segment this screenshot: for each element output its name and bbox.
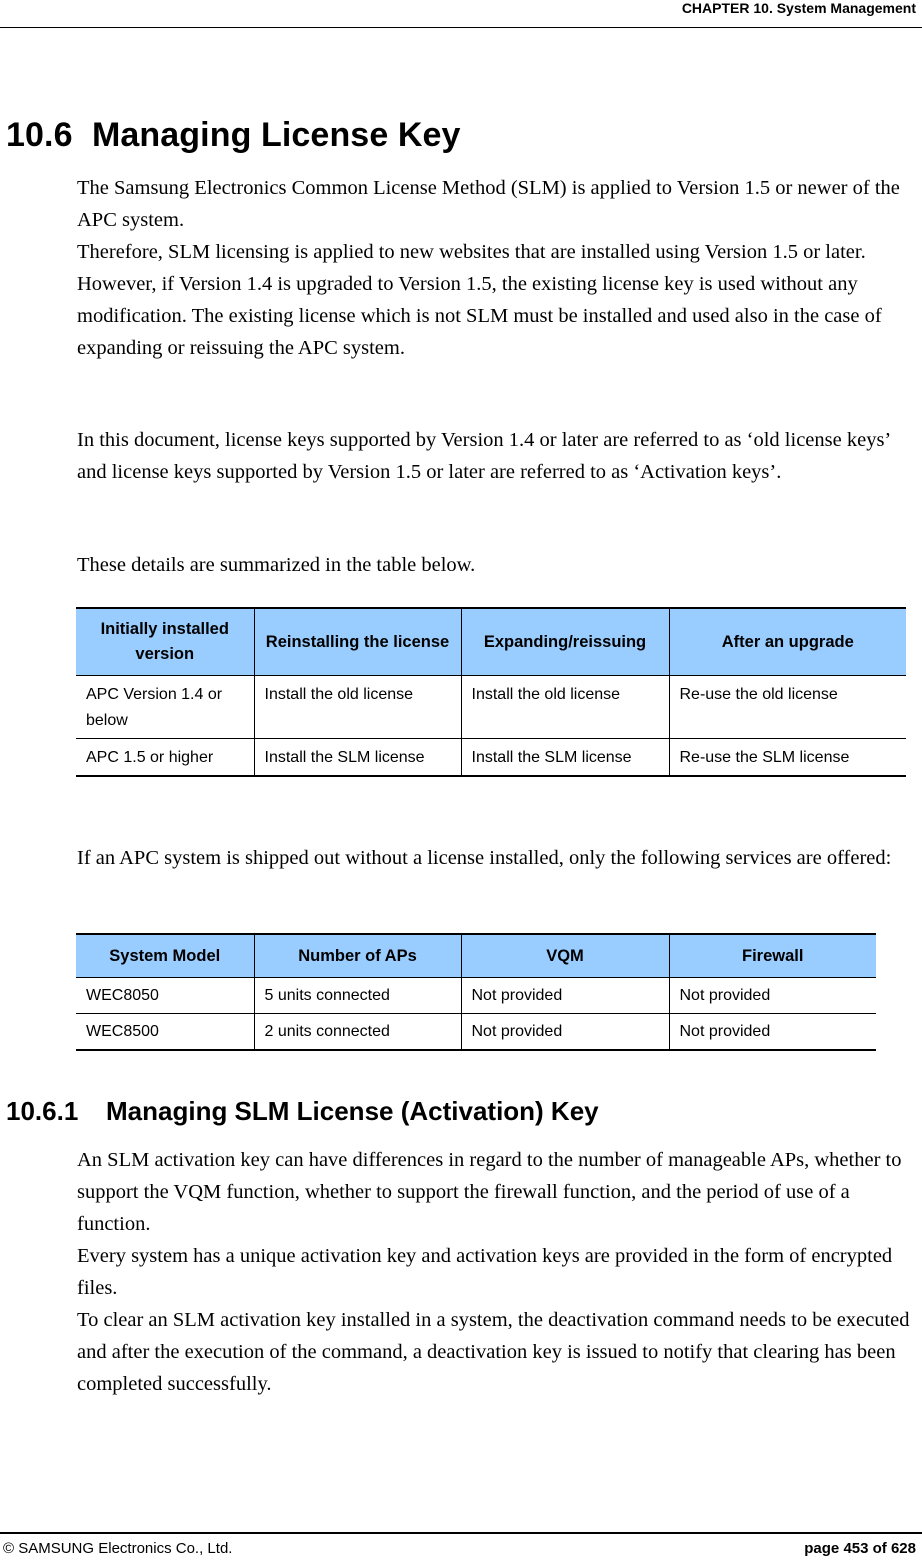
- summary-lead: These details are summarized in the table below.: [77, 554, 476, 576]
- table-row: [76, 739, 906, 777]
- subsection-number: 10.6.1: [6, 1096, 79, 1126]
- table-cell: APC Version 1.4 or below: [76, 676, 254, 739]
- table-cell: Re-use the SLM license: [669, 739, 906, 777]
- table-cell: WEC8050: [76, 978, 254, 1014]
- column-header: Reinstalling the license: [254, 608, 461, 676]
- no-license-block: [77, 842, 917, 874]
- section-heading: [6, 116, 461, 155]
- table-cell: Not provided: [461, 978, 669, 1014]
- subsection-title: Managing SLM License (Activation) Key: [106, 1096, 599, 1126]
- section-title: Managing License Key: [92, 116, 461, 154]
- table-header-row: [76, 934, 876, 978]
- intro-paragraph: However, if Version 1.4 is upgraded to Version 1.5, the existing license key is used without any modification. The existing license which is not SLM must be installed and used also in the case of expanding or reissuing the APC system.: [77, 273, 882, 359]
- column-header: After an upgrade: [669, 608, 906, 676]
- table-cell: Install the SLM license: [461, 739, 669, 777]
- summary-lead-block: [77, 549, 917, 581]
- column-header: Number of APs: [254, 934, 461, 978]
- terminology-block: [77, 424, 917, 488]
- body-paragraph: To clear an SLM activation key installed in a system, the deactivation command needs to be executed and after the execution of the command, a deactivation key is issued to notify that clearing has been completed successfully.: [77, 1309, 910, 1395]
- terminology-paragraph: In this document, license keys supported by Version 1.4 or later are referred to as ‘old license keys’ and license keys supported by Version 1.5 or later are referred to as ‘Activation keys’.: [77, 429, 890, 483]
- table-cell: Not provided: [669, 978, 876, 1014]
- table-row: [76, 1014, 876, 1051]
- column-header: VQM: [461, 934, 669, 978]
- table-cell: Not provided: [669, 1014, 876, 1051]
- table-cell: APC 1.5 or higher: [76, 739, 254, 777]
- subsection-heading: [6, 1096, 599, 1127]
- section-number: 10.6: [6, 116, 73, 154]
- table-cell: 5 units connected: [254, 978, 461, 1014]
- body-paragraph: Every system has a unique activation key and activation keys are provided in the form of encrypted files.: [77, 1245, 893, 1299]
- table-row: [76, 978, 876, 1014]
- intro-paragraph: The Samsung Electronics Common License Method (SLM) is applied to Version 1.5 or newer of the APC system.: [77, 177, 900, 231]
- no-license-lead: If an APC system is shipped out without a license installed, only the following services are offered:: [77, 847, 892, 869]
- table-cell: Not provided: [461, 1014, 669, 1051]
- intro-block: [77, 172, 917, 364]
- column-header: Initially installed version: [76, 608, 254, 676]
- license-table: [76, 607, 906, 777]
- table-cell: Re-use the old license: [669, 676, 906, 739]
- footer-divider: [0, 1532, 922, 1534]
- column-header: Expanding/reissuing: [461, 608, 669, 676]
- table-cell: WEC8500: [76, 1014, 254, 1051]
- services-table: [76, 933, 876, 1051]
- body-paragraph: An SLM activation key can have differences in regard to the number of manageable APs, whether to support the VQM function, whether to support the firewall function, and the period of use of a function.: [77, 1149, 902, 1235]
- column-header: System Model: [76, 934, 254, 978]
- footer-page-number: page 453 of 628: [804, 1540, 916, 1557]
- subsection-body: [77, 1144, 917, 1400]
- table-cell: 2 units connected: [254, 1014, 461, 1051]
- table-cell: Install the SLM license: [254, 739, 461, 777]
- chapter-header: CHAPTER 10. System Management: [681, 0, 916, 16]
- header-divider: [0, 27, 922, 28]
- table-row: [76, 676, 906, 739]
- footer-copyright: © SAMSUNG Electronics Co., Ltd.: [3, 1540, 233, 1557]
- table-cell: Install the old license: [461, 676, 669, 739]
- table-header-row: [76, 608, 906, 676]
- column-header: Firewall: [669, 934, 876, 978]
- intro-paragraph: Therefore, SLM licensing is applied to new websites that are installed using Version 1.5 or later.: [77, 241, 866, 263]
- table-cell: Install the old license: [254, 676, 461, 739]
